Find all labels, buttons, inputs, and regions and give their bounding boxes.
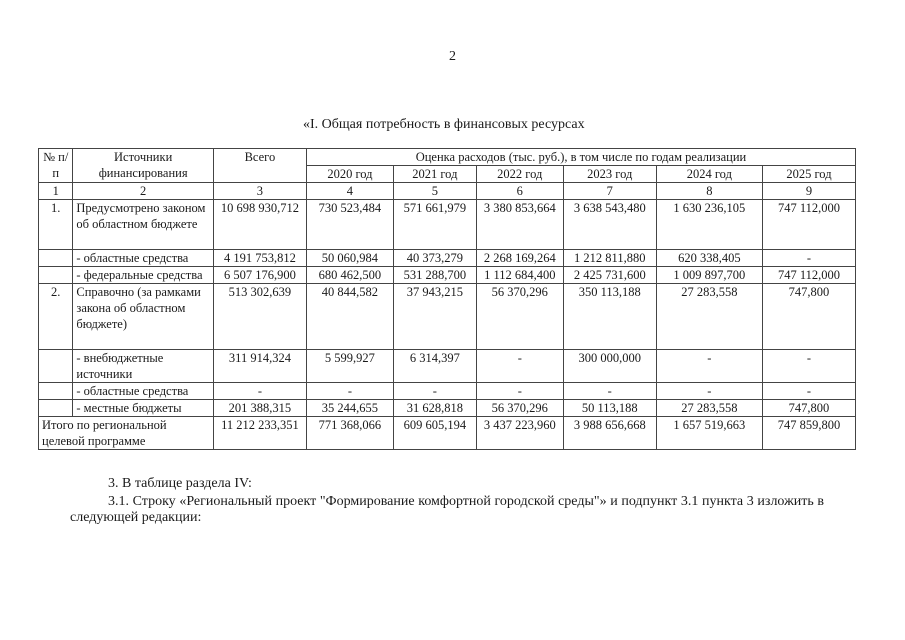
row-value: - (476, 350, 563, 383)
header-sources: Источники финансирования (73, 149, 214, 183)
row-name: - областные средства (73, 250, 214, 267)
col-number: 1 (39, 183, 73, 200)
header-year: 2025 год (762, 166, 855, 183)
header-year: 2022 год (476, 166, 563, 183)
paragraph-3-1: 3.1. Строку «Региональный проект "Формирование комфортной городской среды"» и подпункт 3.1 пункта 3 изложить в следующей редакции: (70, 494, 824, 525)
row-name: - местные бюджеты (73, 400, 214, 417)
page-number: 2 (449, 49, 456, 64)
paragraph-3: 3. В таблице раздела IV: (108, 476, 252, 491)
row-value: 31 628,818 (393, 400, 476, 417)
table-row (39, 250, 856, 267)
table-row (39, 267, 856, 284)
row-value: 2 425 731,600 (563, 267, 656, 284)
total-row (39, 417, 856, 450)
header-year: 2024 год (656, 166, 762, 183)
row-value: 40 844,582 (306, 284, 393, 350)
row-value: 747 112,000 (762, 200, 855, 250)
row-value: 730 523,484 (306, 200, 393, 250)
row-num (39, 267, 73, 284)
row-total: 6 507 176,900 (213, 267, 306, 284)
row-value: 1 212 811,880 (563, 250, 656, 267)
row-value: 3 380 853,664 (476, 200, 563, 250)
total-row-total: 11 212 233,351 (213, 417, 306, 450)
section-title: «I. Общая потребность в финансовых ресурсах (303, 117, 585, 132)
row-value: 1 112 684,400 (476, 267, 563, 284)
row-value: 37 943,215 (393, 284, 476, 350)
header-num: № п/п (39, 149, 73, 183)
financial-resources-table (38, 148, 856, 450)
col-number: 2 (73, 183, 214, 200)
row-value: - (762, 350, 855, 383)
row-value: - (656, 350, 762, 383)
row-num: 2. (39, 284, 73, 350)
header-year: 2020 год (306, 166, 393, 183)
header-estimate: Оценка расходов (тыс. руб.), в том числе по годам реализации (306, 149, 855, 166)
total-row-value: 3 437 223,960 (476, 417, 563, 450)
header-year: 2023 год (563, 166, 656, 183)
row-num (39, 250, 73, 267)
row-name: - федеральные средства (73, 267, 214, 284)
col-number: 3 (213, 183, 306, 200)
row-value: 571 661,979 (393, 200, 476, 250)
row-value: 27 283,558 (656, 284, 762, 350)
row-value: 2 268 169,264 (476, 250, 563, 267)
row-value: 50 113,188 (563, 400, 656, 417)
header-year: 2021 год (393, 166, 476, 183)
table-row (39, 200, 856, 250)
col-number: 6 (476, 183, 563, 200)
row-value: 6 314,397 (393, 350, 476, 383)
row-num (39, 350, 73, 383)
row-total: - (213, 383, 306, 400)
row-value: 56 370,296 (476, 284, 563, 350)
row-value: - (656, 383, 762, 400)
total-row-value: 1 657 519,663 (656, 417, 762, 450)
col-number: 9 (762, 183, 855, 200)
total-row-value: 747 859,800 (762, 417, 855, 450)
row-name: Справочно (за рамками закона об областном бюджете) (73, 284, 214, 350)
header-total: Всего (213, 149, 306, 183)
row-value: 50 060,984 (306, 250, 393, 267)
row-value: 3 638 543,480 (563, 200, 656, 250)
row-value: - (306, 383, 393, 400)
row-value: - (393, 383, 476, 400)
header-row (39, 149, 856, 166)
row-value: 56 370,296 (476, 400, 563, 417)
table-row (39, 284, 856, 350)
total-row-value: 771 368,066 (306, 417, 393, 450)
column-numbers-row (39, 183, 856, 200)
row-value: 747,800 (762, 400, 855, 417)
row-value: 1 009 897,700 (656, 267, 762, 284)
row-value: 1 630 236,105 (656, 200, 762, 250)
table-row (39, 400, 856, 417)
row-name: - внебюджетные источники (73, 350, 214, 383)
row-value: 5 599,927 (306, 350, 393, 383)
row-value: - (762, 383, 855, 400)
total-row-value: 609 605,194 (393, 417, 476, 450)
col-number: 4 (306, 183, 393, 200)
row-value: - (563, 383, 656, 400)
row-num: 1. (39, 200, 73, 250)
table-row (39, 350, 856, 383)
col-number: 7 (563, 183, 656, 200)
row-value: - (762, 250, 855, 267)
row-value: 620 338,405 (656, 250, 762, 267)
row-total: 311 914,324 (213, 350, 306, 383)
row-value: 35 244,655 (306, 400, 393, 417)
row-value: - (476, 383, 563, 400)
col-number: 5 (393, 183, 476, 200)
row-value: 747,800 (762, 284, 855, 350)
row-value: 680 462,500 (306, 267, 393, 284)
total-row-name: Итого по региональной целевой программе (39, 417, 214, 450)
row-value: 27 283,558 (656, 400, 762, 417)
row-total: 513 302,639 (213, 284, 306, 350)
row-total: 10 698 930,712 (213, 200, 306, 250)
row-num (39, 383, 73, 400)
row-value: 350 113,188 (563, 284, 656, 350)
row-total: 201 388,315 (213, 400, 306, 417)
col-number: 8 (656, 183, 762, 200)
row-value: 747 112,000 (762, 267, 855, 284)
row-name: - областные средства (73, 383, 214, 400)
row-total: 4 191 753,812 (213, 250, 306, 267)
total-row-value: 3 988 656,668 (563, 417, 656, 450)
row-value: 531 288,700 (393, 267, 476, 284)
row-value: 40 373,279 (393, 250, 476, 267)
row-num (39, 400, 73, 417)
row-value: 300 000,000 (563, 350, 656, 383)
table-row (39, 383, 856, 400)
row-name: Предусмотрено законом об областном бюджете (73, 200, 214, 250)
